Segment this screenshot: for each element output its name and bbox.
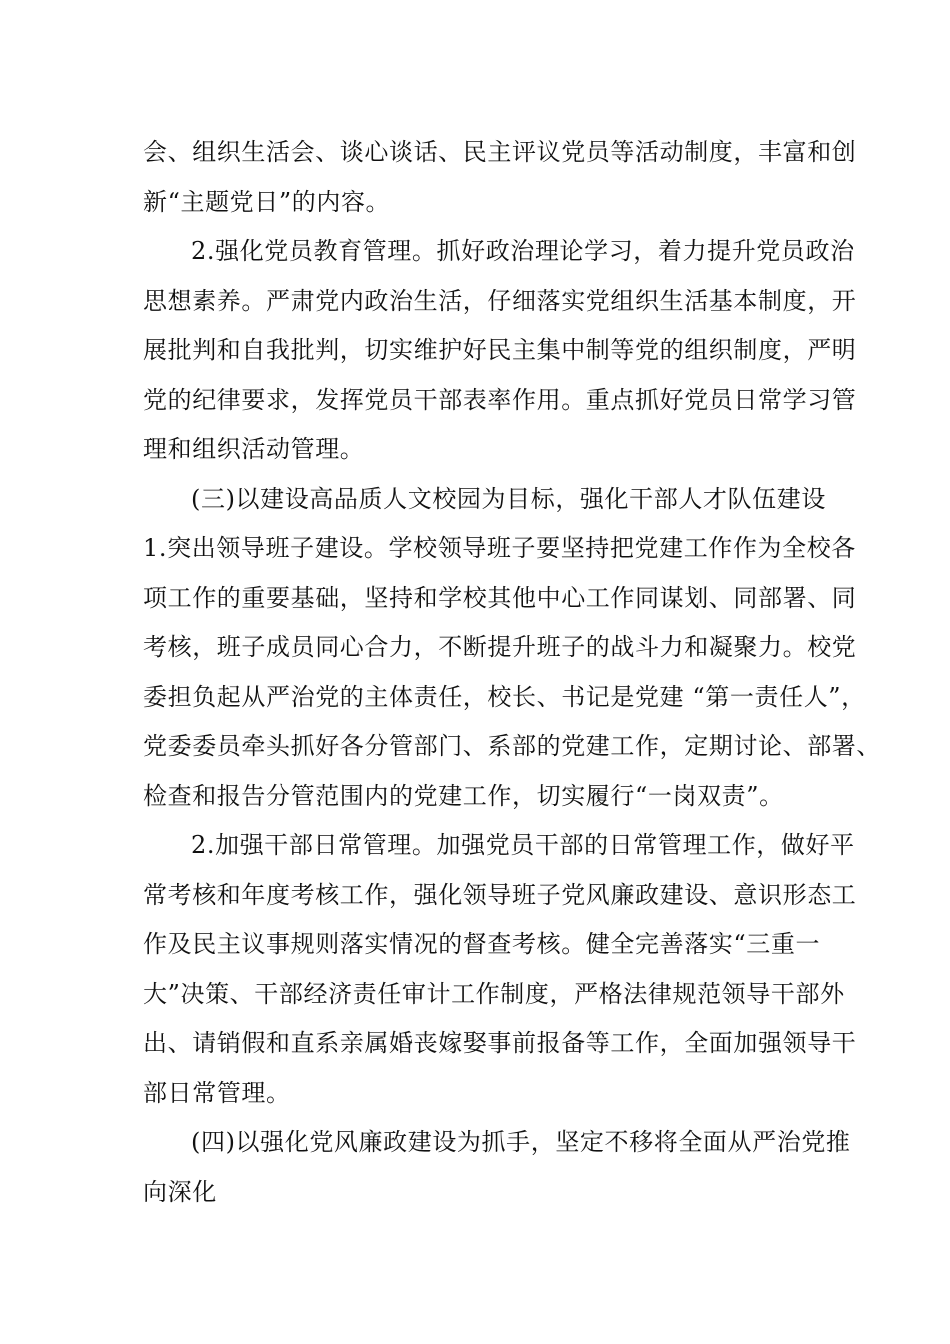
text-line: 党的纪律要求，发挥党员干部表率作用。重点抓好党员日常学习管 xyxy=(143,385,857,414)
text-line: 新“主题党日”的内容。 xyxy=(143,187,391,216)
text-line: 项工作的重要基础，坚持和学校其他中心工作同谋划、同部署、同 xyxy=(143,583,857,612)
section-heading: (四)以强化党风廉政建设为抓手，坚定不移将全面从严治党推 xyxy=(191,1128,851,1156)
text-line: 理和组织活动管理。 xyxy=(143,435,365,463)
text-line: 1.突出领导班子建设。学校领导班子要坚持把党建工作作为全校各 xyxy=(143,534,856,562)
text-line: 会、组织生活会、谈心谈话、民主评议党员等活动制度，丰富和创 xyxy=(143,138,857,166)
body-text xyxy=(143,128,881,1217)
text-line: 2.加强干部日常管理。加强党员干部的日常管理工作，做好平 xyxy=(191,831,855,859)
text-line: 向深化 xyxy=(143,1177,217,1206)
text-line: 思想素养。严肃党内政治生活，仔细落实党组织生活基本制度，开 xyxy=(143,286,857,315)
text-line: 委担负起从严治党的主体责任，校长、书记是党建 “第一责任人”， xyxy=(143,682,866,711)
text-line: 展批判和自我批判，切实维护好民主集中制等党的组织制度，严明 xyxy=(143,336,857,364)
section-heading: (三)以建设高品质人文校园为目标，强化干部人才队伍建设 xyxy=(191,484,826,513)
text-line: 出、请销假和直系亲属婚丧嫁娶事前报备等工作，全面加强领导干 xyxy=(143,1029,857,1057)
text-line: 党委委员牵头抓好各分管部门、系部的党建工作，定期讨论、部署、 xyxy=(143,732,881,760)
text-line: 2.强化党员教育管理。抓好政治理论学习，着力提升党员政治 xyxy=(191,237,855,265)
text-line: 检查和报告分管范围内的党建工作，切实履行“一岗双责”。 xyxy=(143,781,784,810)
text-line: 常考核和年度考核工作，强化领导班子党风廉政建设、意识形态工 xyxy=(143,880,857,909)
text-line: 大”决策、干部经济责任审计工作制度，严格法律规范领导干部外 xyxy=(143,979,845,1008)
text-line: 作及民主议事规则落实情况的督查考核。健全完善落实“三重一 xyxy=(143,930,821,958)
text-line: 部日常管理。 xyxy=(143,1078,291,1107)
text-line: 考核，班子成员同心合力，不断提升班子的战斗力和凝聚力。校党 xyxy=(143,633,857,661)
